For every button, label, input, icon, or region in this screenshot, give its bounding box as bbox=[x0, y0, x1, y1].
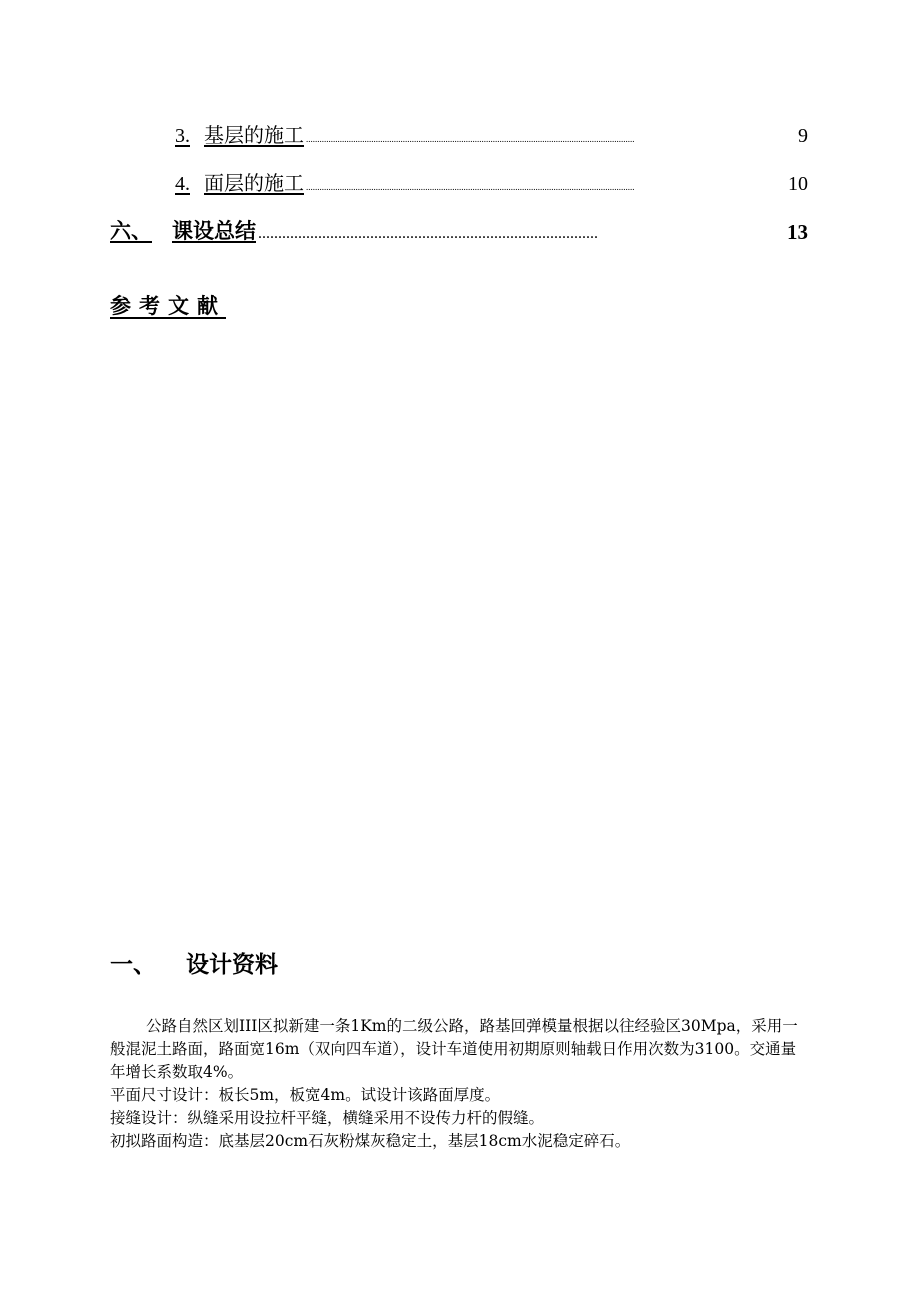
toc-leader-dots: ..................................................................................... bbox=[258, 226, 598, 242]
section-body bbox=[110, 1015, 810, 1153]
body-paragraph: 公路自然区划III区拟新建一条1Km的二级公路，路基回弹模量根据以往经验区30Mpa，采用一般混泥土路面，路面宽16m（双向四车道），设计车道使用初期原则轴载日作用次数为3100。交通量年增长系数取4%。 bbox=[110, 1017, 798, 1081]
toc-page-number: 10 bbox=[788, 173, 808, 195]
section-title: 设计资料 bbox=[186, 952, 278, 978]
toc-item-number: 六、 bbox=[110, 219, 152, 243]
toc-item-title[interactable]: 课设总结 bbox=[172, 219, 256, 243]
toc-item-title[interactable]: 面层的施工 bbox=[204, 173, 304, 195]
body-paragraph: 接缝设计：纵缝采用设拉杆平缝，横缝采用不设传力杆的假缝。 bbox=[110, 1109, 545, 1127]
toc-page-number: 13 bbox=[787, 220, 808, 244]
toc-item-mianceng[interactable] bbox=[175, 168, 808, 196]
toc-item-number: 4. bbox=[175, 173, 190, 195]
toc-item-references[interactable]: 参考文献 bbox=[110, 294, 226, 318]
body-paragraph: 初拟路面构造：底基层20cm石灰粉煤灰稳定土，基层18cm水泥稳定碎石。 bbox=[110, 1132, 631, 1150]
section-number: 一、 bbox=[110, 952, 156, 978]
toc-item-summary[interactable] bbox=[110, 215, 808, 245]
body-paragraph: 平面尺寸设计：板长5m，板宽4m。试设计该路面厚度。 bbox=[110, 1086, 501, 1104]
section-heading bbox=[110, 946, 278, 979]
toc-leader-dots: .................................................................................................................................................. bbox=[306, 183, 635, 192]
toc-leader-dots: .................................................................................................................................................. bbox=[306, 135, 635, 144]
toc-item-number: 3. bbox=[175, 125, 190, 147]
toc-item-jiceng[interactable] bbox=[175, 120, 808, 148]
toc-item-title[interactable]: 基层的施工 bbox=[204, 125, 304, 147]
toc-page-number: 9 bbox=[798, 125, 808, 147]
